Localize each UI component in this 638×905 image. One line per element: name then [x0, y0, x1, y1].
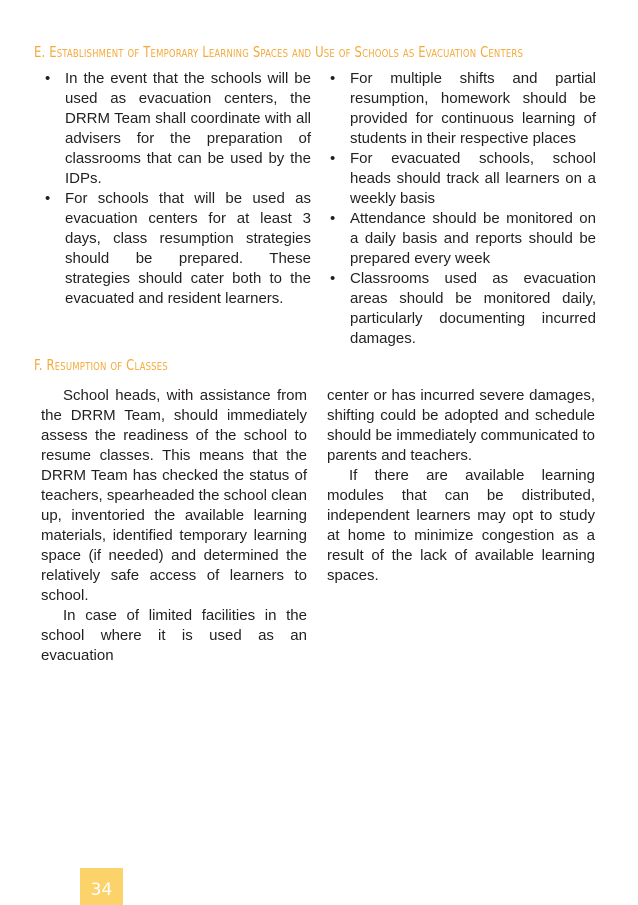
bullet-item: • Classrooms used as evacuation areas should be monitored daily, particularly documenting incurred damages. [326, 269, 596, 349]
bullet-item: • For multiple shifts and partial resumption, homework should be provided for continuous learning of students in their respective places [326, 69, 596, 149]
paragraph: center or has incurred severe damages, shifting could be adopted and schedule should be immediately communicated to parents and teachers. [327, 387, 595, 464]
bullet-item: • In the event that the schools will be used as evacuation centers, the DRRM Team shall coordinate with all advisers for the preparation of classrooms that can be used by the IDPs. [41, 69, 311, 189]
bullet-item: • For schools that will be used as evacuation centers for at least 3 days, class resumption strategies should be prepared. These strategies should cater both to the evacuated and resident learners. [41, 189, 311, 309]
paragraph: School heads, with assistance from the DRRM Team, should immediately assess the readiness of the school to resume classes. This means that the DRRM Team has checked the status of teachers, spearheaded the school clean up, inventoried the available learning materials, identified temporary learning space (if needed) and determined the relatively safe access of learners to school. [41, 387, 308, 604]
page-number: 34 [90, 880, 113, 900]
section-f-left-column [41, 386, 307, 666]
section-f-right-column [327, 386, 595, 586]
bullet-list [41, 69, 311, 309]
section-f-heading: F. Resumption of Classes [34, 356, 168, 374]
bullet-item: • For evacuated schools, school heads should track all learners on a weekly basis [326, 149, 596, 209]
section-e-left-column [41, 69, 311, 309]
paragraph: In case of limited facilities in the school where it is used as an evacuation [41, 607, 307, 664]
page-number-tab [80, 868, 123, 905]
paragraph: If there are available learning modules that can be distributed, independent learners may opt to study at home to minimize congestion as a result of the lack of available learning spaces. [327, 467, 595, 584]
bullet-item: • Attendance should be monitored on a daily basis and reports should be prepared every week [326, 209, 596, 269]
section-e-right-column [326, 69, 596, 349]
section-e-heading: E. Establishment of Temporary Learning Spaces and Use of Schools as Evacuation Centers [34, 43, 524, 61]
bullet-list [326, 69, 596, 349]
